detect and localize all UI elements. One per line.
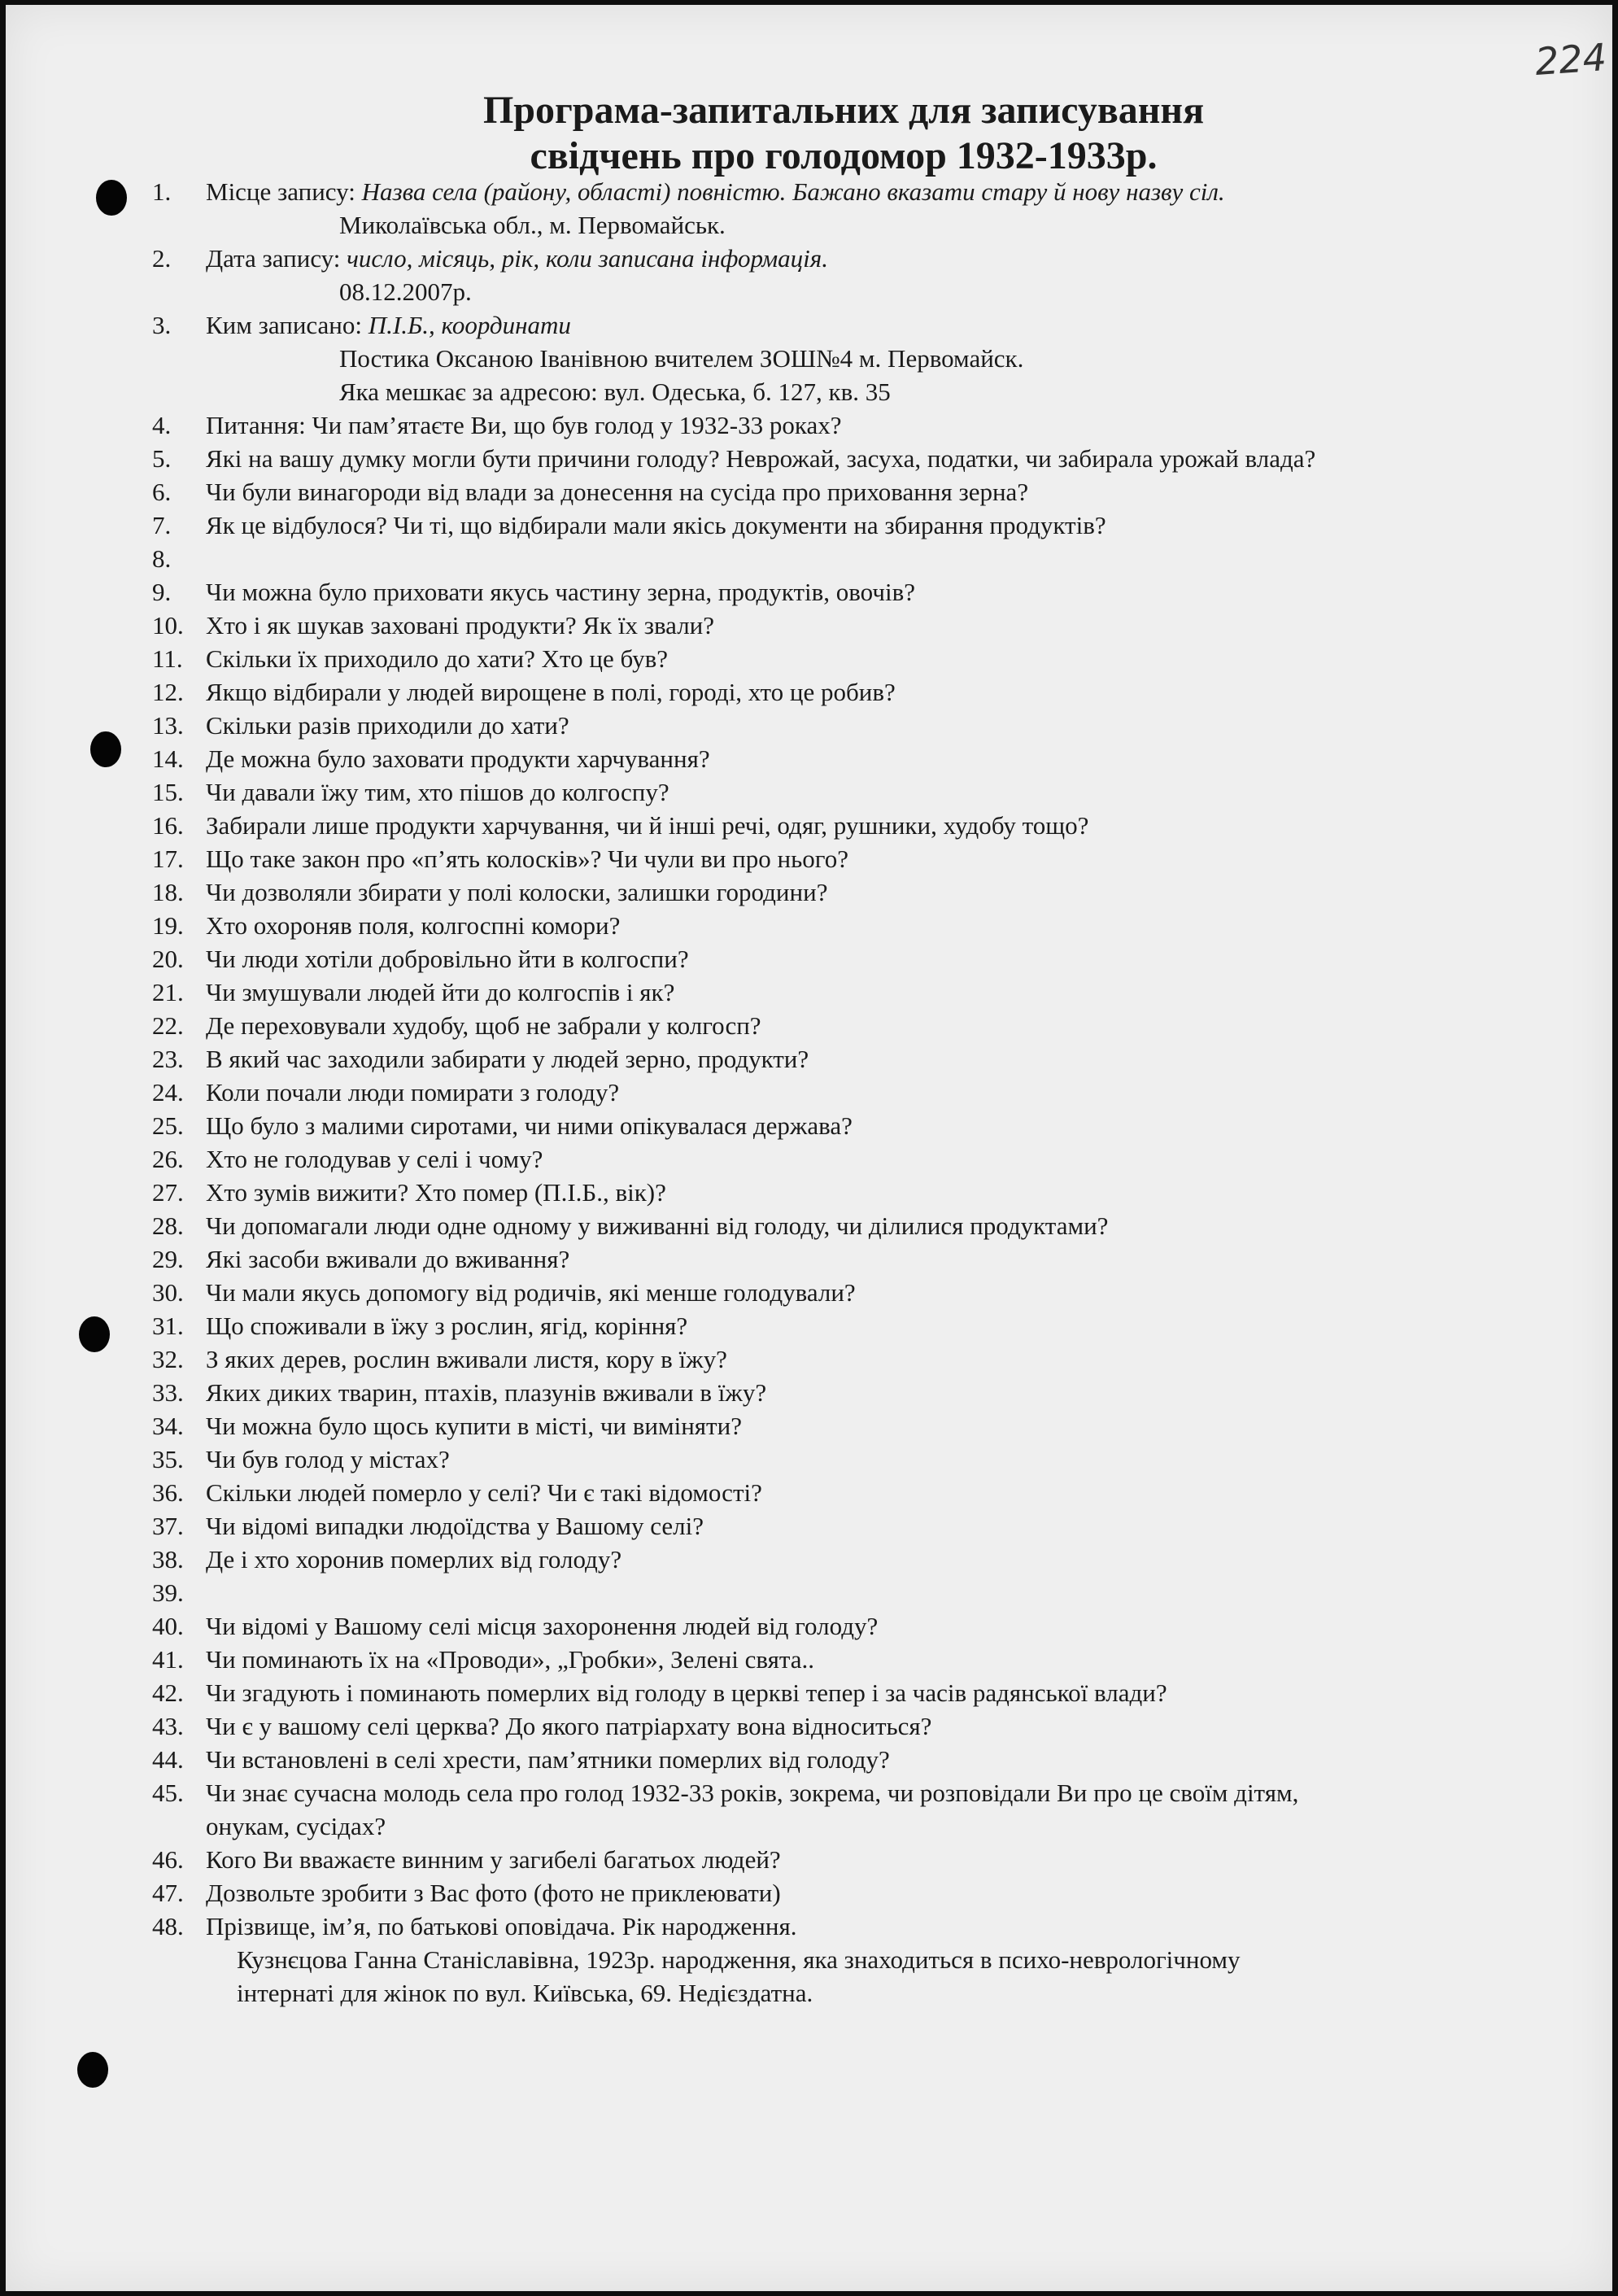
question-text: Чи відомі у Вашому селі місця захоронення людей від голоду? — [206, 1612, 879, 1640]
question-number: 13. — [152, 711, 184, 740]
answer-text: Постика Оксаною Іванівною вчителем ЗОШ№4 м. Первомайск. — [339, 344, 1024, 373]
question-text: Коли почали люди помирати з голоду? — [206, 1078, 620, 1107]
question-number: 37. — [152, 1512, 184, 1540]
question-number: 30. — [152, 1278, 184, 1307]
question-number: 43. — [152, 1712, 184, 1740]
question-text: Чи були винагороди від влади за донесення на сусіда про приховання зерна? — [206, 478, 1029, 506]
question-number: 18. — [152, 878, 184, 906]
question-text: Скільки людей померло у селі? Чи є такі відомості? — [206, 1478, 762, 1507]
question-number: 21. — [152, 978, 184, 1006]
question-text: Що споживали в їжу з рослин, ягід, коріння? — [206, 1312, 688, 1340]
question-text: Чи знає сучасна молодь села про голод 1932-33 років, зокрема, чи розповідали Ви про це своїм дітям, — [206, 1779, 1299, 1807]
question-number: 39. — [152, 1578, 184, 1607]
question-number: 22. — [152, 1011, 184, 1040]
question-text — [206, 177, 1225, 207]
page-title — [250, 88, 1437, 179]
question-text: Чи поминають їх на «Проводи», „Гробки», Зелені свята.. — [206, 1645, 815, 1674]
question-text: Що таке закон про «п’ять колосків»? Чи чули ви про нього? — [206, 845, 848, 873]
question-number: 12. — [152, 678, 184, 706]
question-text: Які засоби вживали до вживання? — [206, 1245, 570, 1273]
question-text: Забирали лише продукти харчування, чи й інші речі, одяг, рушники, худобу тощо? — [206, 811, 1089, 840]
question-number: 48. — [152, 1912, 184, 1940]
question-text: Де переховували худобу, щоб не забрали у колгосп? — [206, 1011, 761, 1040]
question-number: 28. — [152, 1211, 184, 1240]
question-text: Питання: Чи пам’ятаєте Ви, що був голод у 1932-33 роках? — [206, 411, 842, 439]
question-text: Скільки їх приходило до хати? Хто це був? — [206, 644, 668, 673]
question-text: Хто не голодував у селі і чому? — [206, 1145, 543, 1173]
question-text: Чи змушували людей йти до колгоспів і як? — [206, 978, 675, 1006]
question-number: 15. — [152, 778, 184, 806]
question-number: 24. — [152, 1078, 184, 1107]
question-text: Чи можна було приховати якусь частину зерна, продуктів, овочів? — [206, 578, 915, 606]
question-text: Де можна було заховати продукти харчування? — [206, 744, 710, 773]
question-hint: Назва села (району, області) повністю. Бажано вказати стару й нову назву сіл. — [361, 177, 1225, 206]
question-number: 8. — [152, 544, 172, 573]
question-number: 26. — [152, 1145, 184, 1173]
question-text-continued: онукам, сусідах? — [206, 1812, 386, 1840]
question-text: Хто охороняв поля, колгоспні комори? — [206, 911, 621, 940]
question-text: Які на вашу думку могли бути причини голоду? Неврожай, засуха, податки, чи забирала урожай влада? — [206, 444, 1316, 473]
question-number: 45. — [152, 1779, 184, 1807]
title-line-2: свідчень про голодомор 1932-1933р. — [530, 134, 1158, 177]
question-text: Чи люди хотіли добровільно йти в колгоспи? — [206, 945, 689, 973]
question-number: 5. — [152, 444, 172, 473]
question-text: Чи є у вашому селі церква? До якого патріархату вона відноситься? — [206, 1712, 932, 1740]
question-text: Хто і як шукав заховані продукти? Як їх звали? — [206, 611, 715, 639]
question-text: Прізвище, ім’я, по батькові оповідача. Рік народження. — [206, 1912, 797, 1940]
question-text: Яких диких тварин, птахів, плазунів вживали в їжу? — [206, 1378, 767, 1407]
question-number: 33. — [152, 1378, 184, 1407]
answer-text: Миколаївська обл., м. Первомайськ. — [339, 211, 726, 239]
question-number: 16. — [152, 811, 184, 840]
question-hint: число, місяць, рік, коли записана інформація. — [347, 244, 828, 273]
question-number: 17. — [152, 845, 184, 873]
question-number: 32. — [152, 1345, 184, 1373]
question-text: З яких дерев, рослин вживали листя, кору в їжу? — [206, 1345, 727, 1373]
question-number: 11. — [152, 644, 183, 673]
question-text: В який час заходили забирати у людей зерно, продукти? — [206, 1045, 809, 1073]
question-number: 36. — [152, 1478, 184, 1507]
punch-hole — [77, 2052, 108, 2088]
question-text: Чи давали їжу тим, хто пішов до колгоспу? — [206, 778, 669, 806]
question-text: Якщо відбирали у людей вирощене в полі, городі, хто це робив? — [206, 678, 896, 706]
punch-hole — [90, 731, 121, 767]
page-number: 224 — [1533, 35, 1608, 84]
question-label: Дата запису: — [206, 244, 341, 273]
punch-hole — [96, 180, 127, 216]
punch-hole — [79, 1316, 110, 1352]
question-text: Хто зумів вижити? Хто помер (П.І.Б., вік)? — [206, 1178, 666, 1207]
question-text: Кого Ви вважаєте винним у загибелі багатьох людей? — [206, 1845, 781, 1874]
question-hint: П.І.Б., координати — [368, 311, 571, 339]
question-number: 29. — [152, 1245, 184, 1273]
question-text: Чи дозволяли збирати у полі колоски, залишки городини? — [206, 878, 828, 906]
question-text: Чи згадують і поминають померлих від голоду в церкві тепер і за часів радянської влади? — [206, 1678, 1167, 1707]
question-number: 1. — [152, 177, 172, 206]
question-number: 42. — [152, 1678, 184, 1707]
question-number: 14. — [152, 744, 184, 773]
question-number: 38. — [152, 1545, 184, 1574]
question-text: Де і хто хоронив померлих від голоду? — [206, 1545, 622, 1574]
answer-text: 08.12.2007р. — [339, 277, 472, 306]
question-number: 35. — [152, 1445, 184, 1473]
question-text: Чи мали якусь допомогу від родичів, які менше голодували? — [206, 1278, 856, 1307]
question-number: 9. — [152, 578, 172, 606]
question-number: 41. — [152, 1645, 184, 1674]
question-text — [206, 244, 828, 273]
question-number: 7. — [152, 511, 172, 539]
answer-text: інтернаті для жінок по вул. Київська, 69. Недієздатна. — [237, 1979, 813, 2007]
question-text: Що було з малими сиротами, чи ними опікувалася держава? — [206, 1111, 853, 1140]
question-number: 25. — [152, 1111, 184, 1140]
answer-text: Яка мешкає за адресою: вул. Одеська, б. 127, кв. 35 — [339, 378, 891, 406]
question-number: 6. — [152, 478, 172, 506]
question-text: Чи можна було щось купити в місті, чи виміняти? — [206, 1412, 742, 1440]
question-label: Ким записано: — [206, 311, 363, 339]
question-number: 47. — [152, 1879, 184, 1907]
question-text: Чи встановлені в селі хрести, пам’ятники померлих від голоду? — [206, 1745, 890, 1774]
question-number: 10. — [152, 611, 184, 639]
question-number: 44. — [152, 1745, 184, 1774]
document-page — [6, 5, 1612, 2291]
question-label: Місце запису: — [206, 177, 355, 206]
answer-text: Кузнєцова Ганна Станіславівна, 1923р. народження, яка знаходиться в психо-неврологічному — [237, 1945, 1241, 1974]
question-number: 46. — [152, 1845, 184, 1874]
title-line-1: Програма-запитальних для записування — [482, 89, 1205, 132]
question-number: 31. — [152, 1312, 184, 1340]
question-text: Чи допомагали люди одне одному у виживанні від голоду, чи ділилися продуктами? — [206, 1211, 1109, 1240]
question-text: Скільки разів приходили до хати? — [206, 711, 569, 740]
question-number: 4. — [152, 411, 172, 439]
question-text: Дозвольте зробити з Вас фото (фото не приклеювати) — [206, 1879, 781, 1907]
question-text: Чи був голод у містах? — [206, 1445, 450, 1473]
question-number: 40. — [152, 1612, 184, 1640]
question-number: 23. — [152, 1045, 184, 1073]
question-text: Як це відбулося? Чи ті, що відбирали мали якісь документи на збирання продуктів? — [206, 511, 1106, 539]
question-text: Чи відомі випадки людоїдства у Вашому селі? — [206, 1512, 704, 1540]
question-number: 3. — [152, 311, 172, 339]
question-text — [206, 311, 571, 340]
question-number: 20. — [152, 945, 184, 973]
question-number: 34. — [152, 1412, 184, 1440]
question-number: 19. — [152, 911, 184, 940]
question-number: 2. — [152, 244, 172, 273]
question-number: 27. — [152, 1178, 184, 1207]
